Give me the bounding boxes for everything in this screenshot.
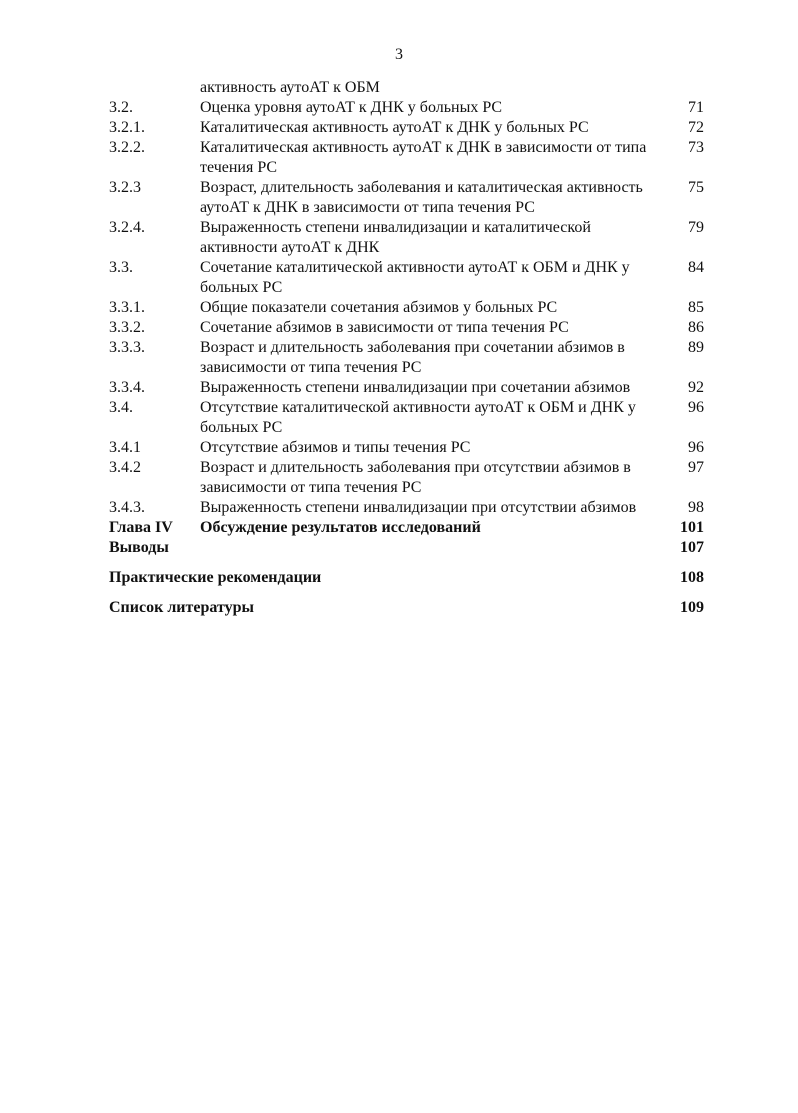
toc-page-number: 75	[688, 179, 704, 196]
toc-page-number: 97	[688, 459, 704, 476]
toc-row	[109, 378, 709, 398]
toc-section-title: Каталитическая активность аутоАТ к ДНК у больных РС	[200, 119, 589, 136]
toc-page-number: 98	[688, 499, 704, 516]
toc-page-number: 101	[680, 519, 704, 536]
toc-page-number: 96	[688, 399, 704, 416]
toc-row-conclusions	[109, 538, 709, 558]
toc-section-number: 3.2.4.	[109, 219, 145, 236]
toc-row	[109, 258, 709, 298]
toc-row	[109, 398, 709, 438]
toc-section-number: 3.3.4.	[109, 379, 145, 396]
toc-page-number: 79	[688, 219, 704, 236]
toc-page-number: 96	[688, 439, 704, 456]
toc-row	[109, 118, 709, 138]
toc-page-number: 84	[688, 259, 704, 276]
toc-row-recommendations	[109, 568, 709, 588]
toc-section-title: Сочетание каталитической активности аутоАТ к ОБМ и ДНК у больных РС	[200, 259, 630, 296]
toc-row	[109, 458, 709, 498]
toc-row	[109, 318, 709, 338]
toc-page-number: 72	[688, 119, 704, 136]
toc-page-number: 92	[688, 379, 704, 396]
toc-section-title: Общие показатели сочетания абзимов у больных РС	[200, 299, 558, 316]
toc-chapter-title: Обсуждение результатов исследований	[200, 519, 481, 536]
toc-row-chapter	[109, 518, 709, 538]
toc-section-number: 3.2.3	[109, 179, 141, 196]
toc-row	[109, 178, 709, 218]
toc-page-number: 71	[688, 99, 704, 116]
toc-page-number: 85	[688, 299, 704, 316]
toc-page-number: 86	[688, 319, 704, 336]
toc-page-number: 73	[688, 139, 704, 156]
toc-section-title: Выраженность степени инвалидизации при сочетании абзимов	[200, 379, 631, 396]
page-number: 3	[395, 46, 403, 63]
toc-section-number: 3.4.1	[109, 439, 141, 456]
toc-section-number: 3.3.	[109, 259, 133, 276]
toc-page-number: 109	[680, 599, 704, 616]
toc-section-number: 3.2.	[109, 99, 133, 116]
toc-section-number: 3.2.1.	[109, 119, 145, 136]
toc-chapter-label: Глава IV	[109, 519, 173, 536]
toc-section-number: 3.4.	[109, 399, 133, 416]
toc-page-number: 89	[688, 339, 704, 356]
toc-page-number: 107	[680, 539, 704, 556]
toc-section-title: Возраст и длительность заболевания при сочетании абзимов в зависимости от типа течения РС	[200, 339, 625, 376]
table-of-contents	[109, 78, 709, 618]
toc-row	[109, 98, 709, 118]
toc-section-title: Отсутствие абзимов и типы течения РС	[200, 439, 471, 456]
toc-section-number: 3.2.2.	[109, 139, 145, 156]
toc-row-references	[109, 598, 709, 618]
toc-section-title: Выраженность степени инвалидизации и каталитической активности аутоАТ к ДНК	[200, 219, 591, 256]
toc-row	[109, 498, 709, 518]
toc-row	[109, 298, 709, 318]
toc-section-title: активность аутоАТ к ОБМ	[200, 79, 380, 96]
toc-section-title: Возраст и длительность заболевания при отсутствии абзимов в зависимости от типа течения РС	[200, 459, 631, 496]
toc-section-title: Возраст, длительность заболевания и каталитическая активность аутоАТ к ДНК в зависимости от типа течения РС	[200, 179, 643, 216]
toc-section-number: 3.3.1.	[109, 299, 145, 316]
toc-conclusions-label: Выводы	[109, 539, 169, 556]
toc-row	[109, 338, 709, 378]
toc-section-title: Сочетание абзимов в зависимости от типа течения РС	[200, 319, 569, 336]
toc-section-title: Отсутствие каталитической активности аутоАТ к ОБМ и ДНК у больных РС	[200, 399, 636, 436]
toc-section-title: Каталитическая активность аутоАТ к ДНК в зависимости от типа течения РС	[200, 139, 647, 176]
toc-page-number: 108	[680, 569, 704, 586]
toc-row	[109, 78, 709, 98]
toc-section-number: 3.3.2.	[109, 319, 145, 336]
toc-row	[109, 218, 709, 258]
toc-references-label: Список литературы	[109, 599, 254, 616]
toc-section-title: Выраженность степени инвалидизации при отсутствии абзимов	[200, 499, 637, 516]
toc-section-number: 3.4.2	[109, 459, 141, 476]
toc-row	[109, 438, 709, 458]
toc-recommendations-label: Практические рекомендации	[109, 569, 322, 586]
toc-section-number: 3.4.3.	[109, 499, 145, 516]
toc-row	[109, 138, 709, 178]
toc-section-title: Оценка уровня аутоАТ к ДНК у больных РС	[200, 99, 503, 116]
toc-section-number: 3.3.3.	[109, 339, 145, 356]
